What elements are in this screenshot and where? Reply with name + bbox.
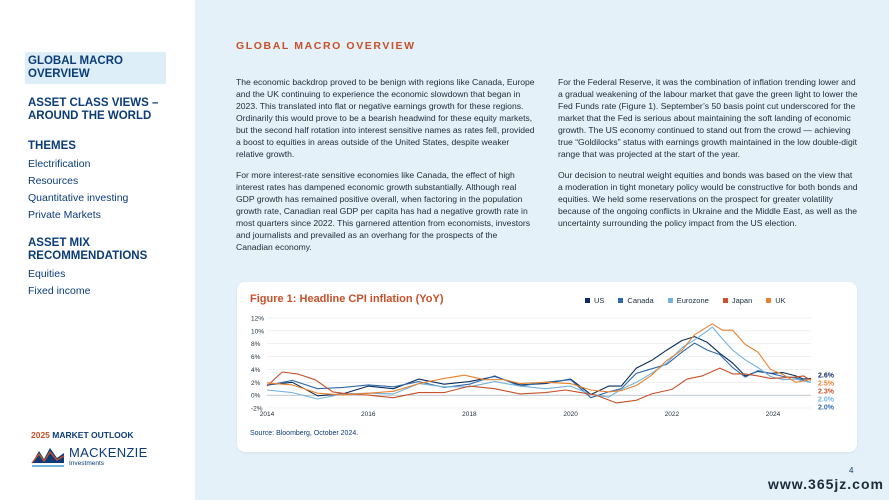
- nav-theme-quantitative-investing[interactable]: Quantitative investing: [28, 192, 129, 204]
- chart-title: Figure 1: Headline CPI inflation (YoY): [250, 293, 444, 305]
- x-tick-label: 2014: [259, 411, 275, 418]
- y-tick-label: 8%: [251, 341, 261, 349]
- y-tick-label: -2%: [251, 405, 263, 413]
- nav-global-macro-label[interactable]: GLOBAL MACRO OVERVIEW: [25, 52, 166, 84]
- y-tick-label: 0%: [251, 392, 261, 400]
- cpi-line-chart: [237, 282, 857, 452]
- chart-source: Source: Bloomberg, October 2024.: [250, 430, 359, 437]
- x-tick-label: 2020: [563, 411, 578, 418]
- sidebar-nav: [0, 0, 195, 500]
- series-line-eurozone: [267, 327, 811, 399]
- watermark-text: www.365jz.com: [768, 476, 884, 492]
- right-column: [558, 76, 858, 238]
- right-paragraph-2: Our decision to neutral weight equities and bonds was based on the view that a moderation in tight monetary policy would be constructive for both bonds and equities. We held some reservations on the prospect for greater volatility because of the ongoing conflicts in Ukraine and the Middle East, as well as the uncertainty surrounding the policy impact from the US election.: [558, 170, 858, 228]
- end-label-japan: 2.3%: [818, 388, 834, 396]
- outlook-text: MARKET OUTLOOK: [49, 430, 134, 440]
- y-tick-label: 10%: [251, 328, 265, 336]
- nav-asset-class-views-label[interactable]: ASSET CLASS VIEWS – AROUND THE WORLD: [28, 97, 159, 122]
- nav-asset-mix-fixed-income[interactable]: Fixed income: [28, 285, 91, 297]
- x-tick-label: 2022: [664, 411, 680, 418]
- nav-themes-heading[interactable]: THEMES: [28, 140, 76, 152]
- nav-global-macro[interactable]: [28, 52, 170, 84]
- page-number: 4: [849, 466, 854, 475]
- series-line-japan: [267, 368, 811, 403]
- outlook-label: [31, 430, 134, 440]
- end-label-us: 2.6%: [818, 372, 834, 380]
- series-line-canada: [267, 343, 811, 398]
- nav-asset-mix-equities[interactable]: Equities: [28, 268, 66, 280]
- left-paragraph-2: For more interest-rate sensitive economies like Canada, the effect of high interest rates has dampened economic growth substantially. Although real GDP growth has remained positive overall, when factoring in the population growth rate, Canadian real GDP per capita has had a negative growth rate in most quarters since 2022. This garnered attention from economists, investors and journalists and prevailed as an overhang for the prospects of the Canadian economy.: [236, 170, 531, 252]
- left-paragraph-1: The economic backdrop proved to be benign with regions like Canada, Europe and the UK continuing to experience the economic slowdown that began in 2023. This translated into flat or negative earnings growth for these regions. Ordinarily this would prove to be a bearish headwind for these equity markets, but the second half rotation into interest sensitive names as rates fell, provided a boost to equities in areas outside of the United States, despite weaker relative growth.: [236, 77, 535, 159]
- nav-asset-class-views[interactable]: [28, 97, 170, 123]
- mackenzie-logo-icon: [31, 445, 65, 467]
- right-paragraph-1: For the Federal Reserve, it was the combination of inflation trending lower and a gradual weakening of the labour market that gave the green light to lower the Fed Funds rate (Figure 1). September’s 50 basis point cut underscored for the market that the Fed is serious about maintaining the soft landing of economic growth. The US economy continued to stand out from the crowd — achieving true “Goldilocks” status with earnings growth maintained in the low double-digit range that was projected at the start of the year.: [558, 77, 858, 159]
- legend-label: Japan: [731, 296, 753, 305]
- x-tick-label: 2016: [360, 411, 376, 418]
- legend-label: UK: [775, 296, 786, 305]
- legend-label: Canada: [627, 296, 654, 305]
- x-tick-label: 2024: [765, 411, 781, 418]
- outlook-year: 2025: [31, 430, 50, 440]
- left-column: [236, 76, 536, 262]
- legend-label: Eurozone: [676, 296, 709, 305]
- brand-name: MACKENZIE: [69, 444, 148, 460]
- y-tick-label: 4%: [251, 366, 261, 374]
- nav-theme-private-markets[interactable]: Private Markets: [28, 209, 101, 221]
- legend-label: US: [594, 296, 605, 305]
- x-tick-label: 2018: [462, 411, 477, 418]
- y-tick-label: 2%: [251, 379, 261, 387]
- nav-asset-mix-heading[interactable]: ASSET MIX RECOMMENDATIONS: [28, 237, 148, 262]
- nav-themes: [28, 140, 170, 224]
- y-tick-label: 12%: [251, 315, 265, 323]
- brand-text: [69, 446, 148, 467]
- nav-theme-electrification[interactable]: Electrification: [28, 158, 91, 170]
- brand-logo: [31, 445, 148, 467]
- brand-sub: Investments: [69, 459, 105, 467]
- nav-asset-mix: [28, 237, 170, 300]
- y-tick-label: 6%: [251, 354, 261, 362]
- chart-card: [237, 282, 857, 452]
- nav-theme-resources[interactable]: Resources: [28, 175, 79, 187]
- page-title: GLOBAL MACRO OVERVIEW: [236, 40, 416, 52]
- end-label-eurozone: 2.0%: [818, 396, 834, 404]
- end-label-uk: 2.5%: [818, 380, 834, 388]
- end-label-canada: 2.0%: [818, 404, 834, 412]
